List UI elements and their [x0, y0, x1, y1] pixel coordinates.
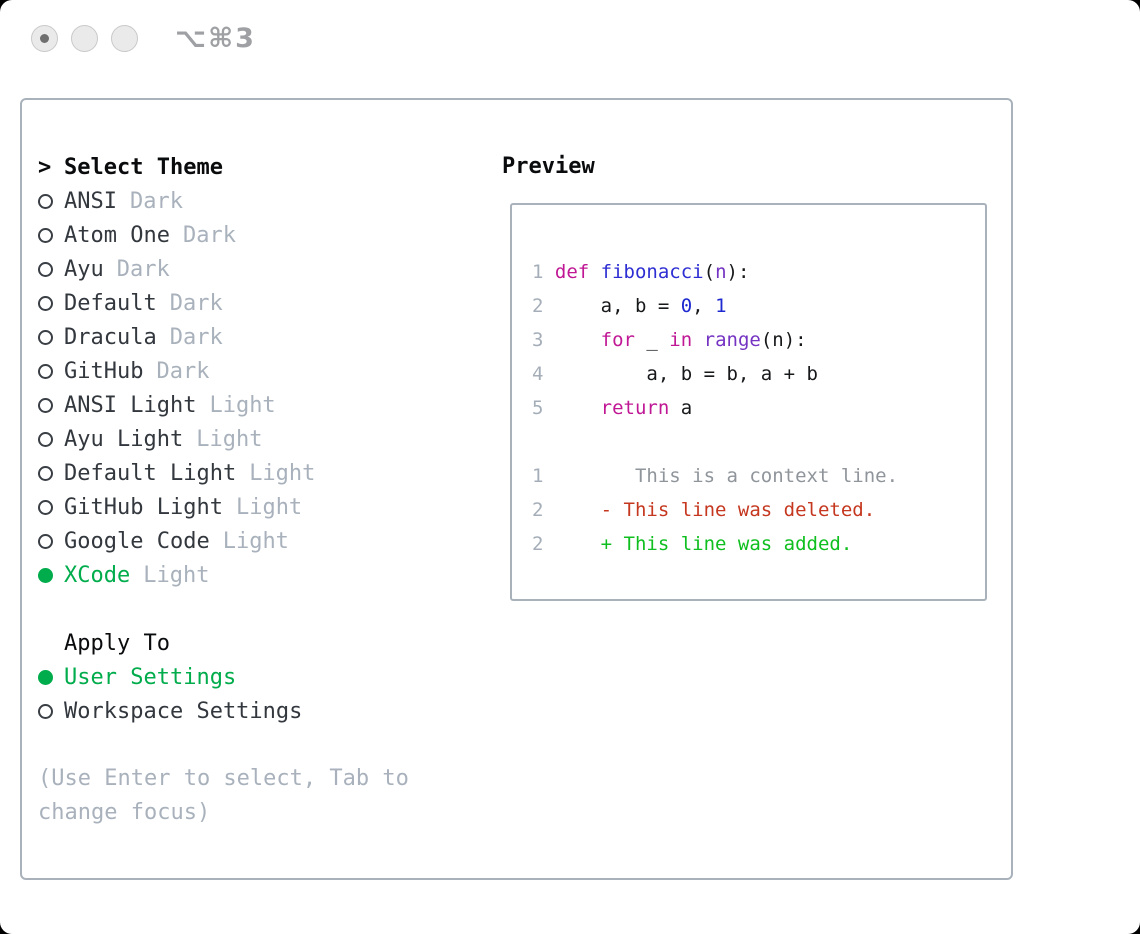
- traffic-light-zoom-icon[interactable]: [111, 25, 138, 52]
- theme-option[interactable]: [38, 558, 502, 592]
- titlebar: [31, 23, 256, 54]
- radio-unselected-icon: [38, 500, 64, 515]
- theme-list: [38, 184, 502, 592]
- window-shortcut-label: ⌥⌘3: [175, 23, 256, 54]
- apply-option-user-settings[interactable]: [38, 660, 502, 694]
- theme-name: ANSI Light: [64, 392, 197, 418]
- theme-name: Default: [64, 290, 157, 316]
- preview-line: 2 - This line was deleted.: [532, 499, 876, 521]
- radio-selected-icon: [38, 568, 64, 583]
- preview-line: 4 a, b = b, a + b: [532, 363, 818, 385]
- theme-option[interactable]: [38, 490, 502, 524]
- traffic-light-minimize-icon[interactable]: [71, 25, 98, 52]
- gap: [532, 425, 985, 459]
- focus-caret-icon: >: [38, 154, 52, 180]
- radio-unselected-icon: [38, 228, 64, 243]
- theme-variant-tag: Light: [196, 426, 263, 452]
- preview-column: [502, 150, 997, 878]
- radio-unselected-icon: [38, 364, 64, 379]
- theme-variant-tag: Light: [143, 562, 210, 588]
- theme-option[interactable]: [38, 286, 502, 320]
- preview-box: [510, 203, 987, 601]
- gap: [38, 728, 502, 762]
- theme-name: Atom One: [64, 222, 170, 248]
- radio-unselected-icon: [38, 194, 64, 209]
- theme-variant-tag: Light: [249, 460, 316, 486]
- help-text: (Use Enter to select, Tab to change focus): [38, 766, 409, 825]
- radio-unselected-icon: [38, 466, 64, 481]
- select-theme-title: Select Theme: [64, 154, 223, 180]
- select-theme-header: [38, 150, 502, 184]
- radio-unselected-icon: [38, 398, 64, 413]
- theme-option[interactable]: [38, 184, 502, 218]
- theme-list-column: [38, 150, 502, 878]
- theme-variant-tag: Dark: [182, 222, 236, 248]
- theme-variant-tag: Dark: [169, 324, 223, 350]
- preview-line: 2 a, b = 0, 1: [532, 295, 727, 317]
- apply-to-title: Apply To: [64, 630, 170, 656]
- theme-name: Ayu Light: [64, 426, 184, 452]
- theme-name: Default Light: [64, 460, 237, 486]
- theme-name: Dracula: [64, 324, 157, 350]
- theme-name: XCode: [64, 562, 131, 588]
- theme-picker-panel: [20, 98, 1013, 880]
- theme-variant-tag: Dark: [129, 188, 183, 214]
- theme-name: Ayu: [64, 256, 104, 282]
- preview-line: 1 def fibonacci(n):: [532, 261, 750, 283]
- theme-variant-tag: Light: [209, 392, 276, 418]
- radio-unselected-icon: [38, 296, 64, 311]
- gap: [38, 592, 502, 626]
- theme-option[interactable]: [38, 320, 502, 354]
- theme-option[interactable]: [38, 524, 502, 558]
- theme-option[interactable]: [38, 388, 502, 422]
- radio-unselected-icon: [38, 432, 64, 447]
- theme-option[interactable]: [38, 422, 502, 456]
- diff-preview: [532, 459, 985, 561]
- theme-variant-tag: Dark: [156, 358, 210, 384]
- code-preview: [532, 255, 985, 425]
- apply-to-header: [38, 626, 502, 660]
- preview-line: 3 for _ in range(n):: [532, 329, 807, 351]
- radio-selected-icon: [38, 670, 64, 685]
- theme-option[interactable]: [38, 218, 502, 252]
- radio-unselected-icon: [38, 262, 64, 277]
- theme-name: Google Code: [64, 528, 210, 554]
- preview-title: Preview: [502, 154, 595, 179]
- theme-option[interactable]: [38, 456, 502, 490]
- preview-line: 5 return a: [532, 397, 693, 419]
- theme-name: GitHub: [64, 358, 144, 384]
- theme-variant-tag: Light: [235, 494, 303, 520]
- apply-option-label: User Settings: [64, 664, 237, 690]
- traffic-light-close-icon[interactable]: [31, 25, 58, 52]
- theme-option[interactable]: [38, 252, 502, 286]
- preview-line: 1 This is a context line.: [532, 465, 899, 487]
- theme-option[interactable]: [38, 354, 502, 388]
- theme-variant-tag: Dark: [116, 256, 170, 282]
- theme-variant-tag: Dark: [169, 290, 223, 316]
- apply-option-workspace-settings[interactable]: [38, 694, 502, 728]
- theme-name: ANSI: [64, 188, 117, 214]
- apply-option-label: Workspace Settings: [64, 698, 303, 724]
- radio-unselected-icon: [38, 534, 64, 549]
- theme-variant-tag: Light: [222, 528, 289, 554]
- preview-line: 2 + This line was added.: [532, 533, 853, 555]
- theme-name: GitHub Light: [64, 494, 223, 520]
- radio-unselected-icon: [38, 330, 64, 345]
- radio-unselected-icon: [38, 704, 64, 719]
